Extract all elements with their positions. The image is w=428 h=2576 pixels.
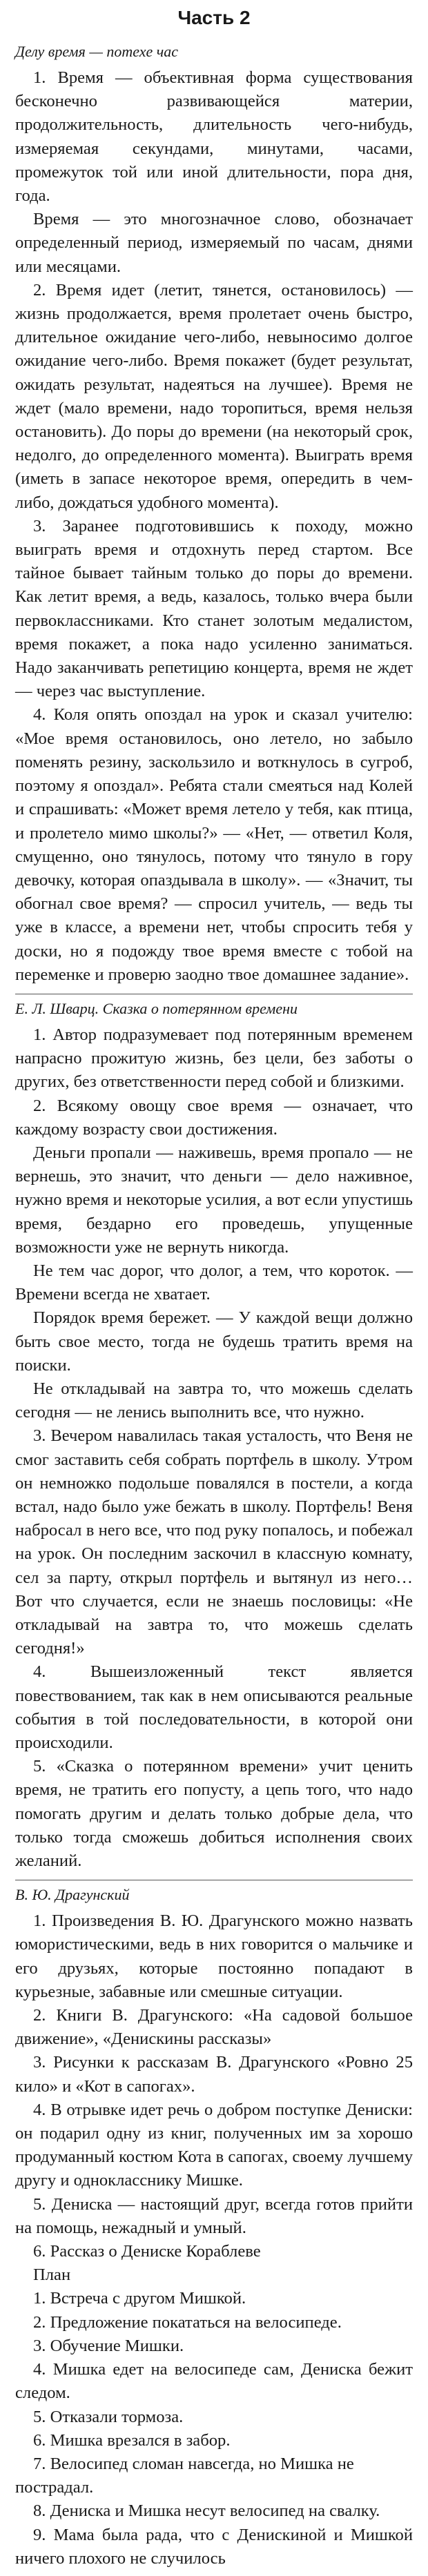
paragraph: 5. «Сказка о потерянном времени» учит ценить время, не тратить его попусту, а цепь того, что надо помогать другим и делать только добрые дела, что только тогда сможешь добиться исполнения своих желаний.: [15, 1757, 413, 1871]
paragraph: 3. Вечером навалилась такая усталость, что Веня не смог заставить себя собрать портфель в школу. Утром он немножко подольше повалялся в постели, а когда встал, надо было уже бежать в школу. Портфель! Веня набросал в него все, что под руку попалось, и побежал на урок. Он последним заскочил в классную комнату, сел за парту, открыл портфель и вытянул из него… Вот что случается, если не знаешь пословицы: «Не откладывай на завтра то, что можешь сделать сегодня!»: [15, 1426, 413, 1658]
section-dragunsky: [15, 1885, 413, 2570]
paragraph: 3. Заранее подготовившись к походу, можно выиграть время и отдохнуть перед стартом. Все тайное бывает тайным только до поры до времени. Как летит время, а ведь, казалось, только вчера были первоклассниками. Кто станет золотым медалистом, время покажет, а пока надо усиленно заниматься. Надо заканчивать репетицию концерта, время не ждет — через час выступление.: [15, 516, 413, 701]
paragraph: 2. Время идет (летит, тянется, остановилось) — жизнь продолжается, время пролетает очень быстро, длительное ожидание чего-либо, невыносимо долгое ожидание чего-либо. Время покажет (будет результат, ожидать результат, надеяться на лучшее). Время не ждет (мало времени, надо торопиться, время нельзя остановить). До поры до времени (на некоторый срок, недолго, до определенного момента). Выиграть время (иметь в запасе некоторое время, опередить в чем-либо, дождаться удобного момента).: [15, 280, 413, 512]
plan-item: 4. Мишка едет на велосипеде сам, Дениска бежит следом.: [15, 2360, 413, 2403]
paragraph: 5. Дениска — настоящий друг, всегда готов прийти на помощь, нежадный и умный.: [15, 2194, 413, 2237]
section-schwarz: [15, 999, 413, 1873]
paragraph: 1. Автор подразумевает под потерянным временем напрасно прожитую жизнь, без цели, без заботы о других, без ответственности перед собой и близкими.: [15, 1025, 413, 1092]
plan-item: 2. Предложение покататься на велосипеде.: [33, 2312, 342, 2332]
section-title: В. Ю. Драгунский: [15, 1886, 130, 1904]
plan-item: 8. Дениска и Мишка несут велосипед на свалку.: [33, 2501, 380, 2521]
part-heading: Часть 2: [177, 7, 251, 28]
paragraph: Деньги пропали — наживешь, время пропало — не вернешь, это значит, что деньги — дело наживное, нужно время и некоторые усилия, а вот если упустишь время, бездарно его проведешь, упущенные возможности уже не вернуть никогда.: [15, 1143, 413, 1257]
paragraph: 6. Рассказ о Дениске Кораблеве: [33, 2242, 261, 2261]
plan-item: 5. Отказали тормоза.: [33, 2407, 184, 2426]
paragraph: Время — это многозначное слово, обозначает определенный период, измеряемый по часам, днями или месяцами.: [15, 210, 413, 276]
plan-item: 7. Велосипед сломан навсегда, но Мишка не пострадал.: [15, 2454, 354, 2497]
paragraph: 4. В отрывке идет речь о добром поступке Дениски: он подарил одну из книг, полученных им за хорошо продуманный костюм Кота в сапогах, своему лучшему другу и однокласснику Мишке.: [15, 2100, 413, 2190]
plan-list: [15, 2287, 413, 2570]
plan-heading: План: [33, 2265, 71, 2285]
paragraph: 2. Всякому овощу свое время — означает, что каждому возрасту свои достижения.: [15, 1096, 413, 1139]
paragraph: 4. Коля опять опоздал на урок и сказал учителю: «Мое время остановилось, оно летело, но забыло поменять резину, заскользило и воткнулось в сугроб, поэтому я опоздал». Ребята стали смеяться над Колей и спрашивать: «Может время летело у тебя, как птица, и пролетело мимо школы?» — «Нет, — ответил Коля, смущенно, оно тянулось, потому что тянуло в гору девочку, которая опаздывала в школу». — «Значит, ты обогнал свое время? — спросил учитель, — ведь ты уже в классе, а времени нет, чтобы спросить тебя у доски, но я подожду твое время вместе с тобой на переменке и проверю заодно твое домашнее задание».: [15, 705, 413, 984]
plan-item: 9. Мама была рада, что с Денискиной и Мишкой ничего плохого не случилось: [15, 2525, 413, 2568]
section-title: Е. Л. Шварц. Сказка о потерянном времени: [15, 999, 298, 1017]
paragraph: Не тем час дорог, что долог, а тем, что короток. — Времени всегда не хватает.: [15, 1261, 413, 1304]
plan-item: 1. Встреча с другом Мишкой.: [33, 2289, 246, 2308]
section-title: Делу время — потехе час: [15, 43, 179, 60]
paragraph: 1. Произведения В. Ю. Драгунского можно назвать юмористическими, ведь в них говорится о мальчике и его друзьях, которые постоянно попадают в курьезные, забавные или смешные ситуации.: [15, 1911, 413, 2001]
paragraph: Не откладывай на завтра то, что можешь сделать сегодня — не ленись выполнить все, что нужно.: [15, 1379, 413, 1422]
page: [15, 4, 413, 2576]
section-time: [15, 41, 413, 987]
paragraph: Порядок время бережет. — У каждой вещи должно быть свое место, тогда не будешь тратить время на поиски.: [15, 1308, 413, 1375]
paragraph: 3. Рисунки к рассказам В. Драгунского «Ровно 25 кило» и «Кот в сапогах».: [15, 2053, 413, 2096]
plan-item: 6. Мишка врезался в забор.: [33, 2430, 231, 2450]
paragraph: 2. Книги В. Драгунского: «На садовой большое движение», «Денискины рассказы»: [15, 2006, 413, 2049]
paragraph: 1. Время — объективная форма существования бесконечно развивающейся материи, продолжительность, длительность чего-нибудь, измеряемая секундами, минутами, часами, промежуток той или иной длительности, пора дня, года.: [15, 68, 413, 206]
plan-item: 3. Обучение Мишки.: [33, 2336, 184, 2355]
paragraph: 4. Вышеизложенный текст является повествованием, так как в нем описываются реальные события в той последовательности, в которой они происходили.: [15, 1662, 413, 1753]
